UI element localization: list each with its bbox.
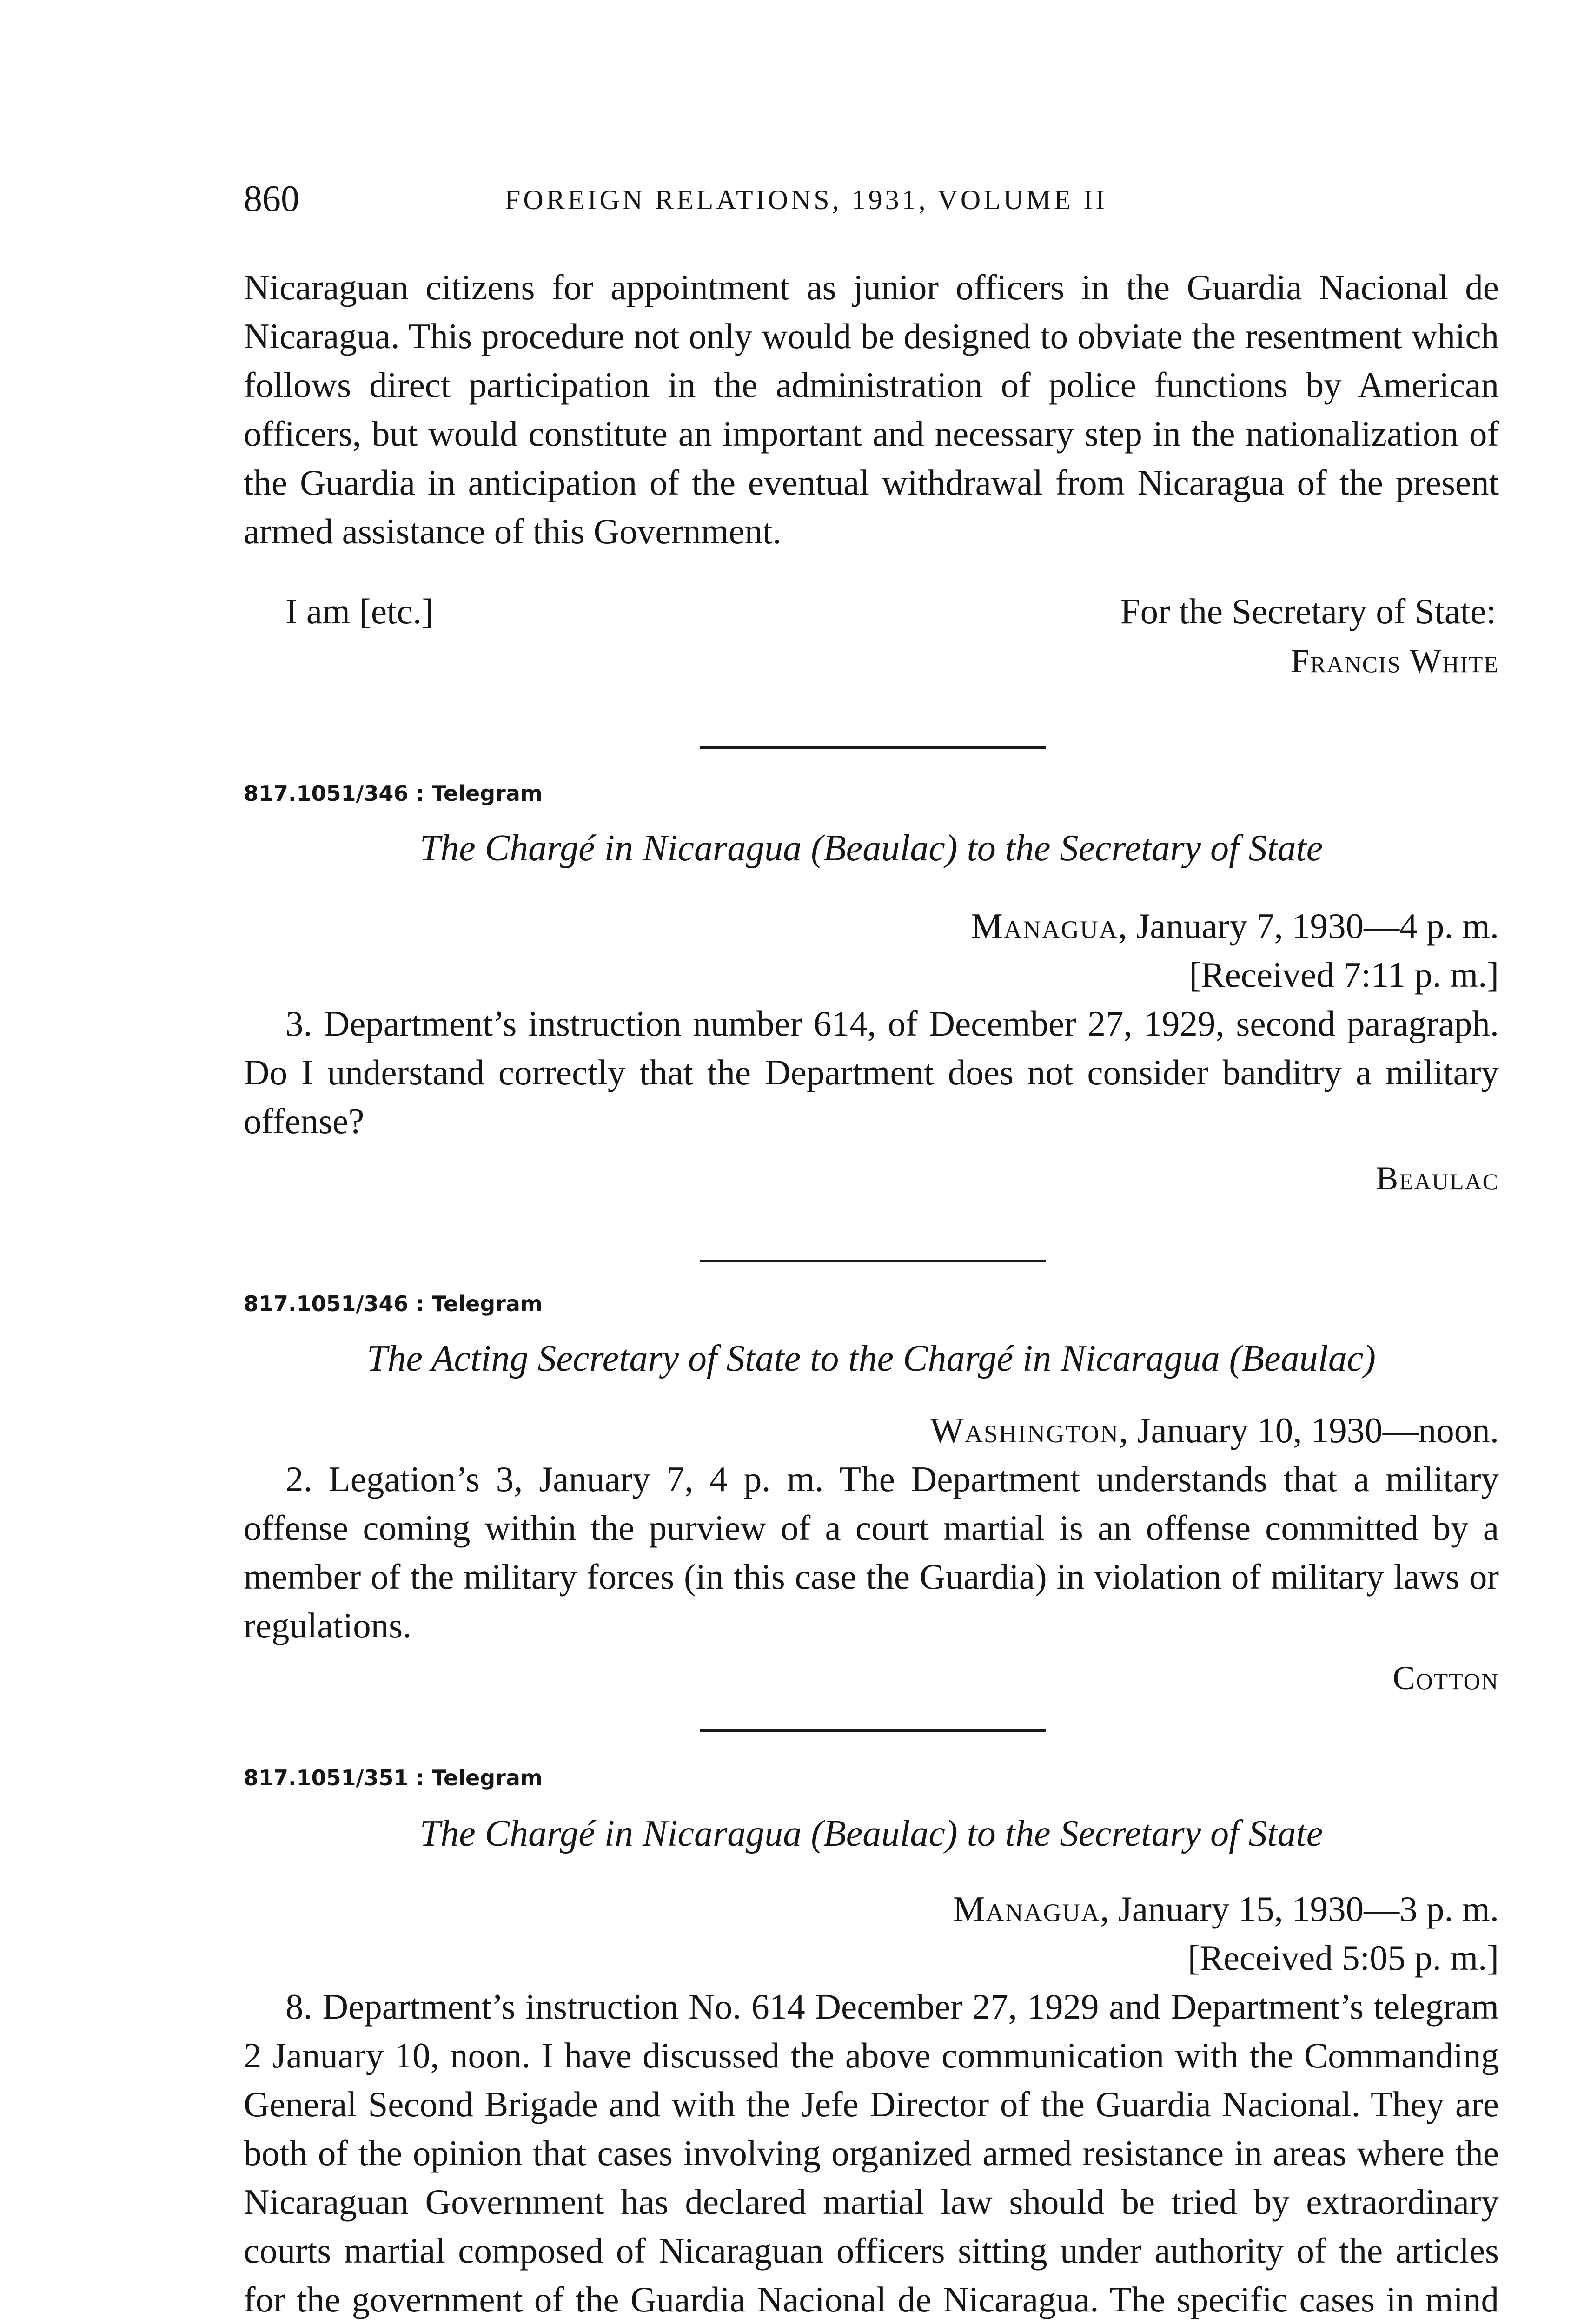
- continuation-paragraph: Nicaraguan citizens for appointment as junior officers in the Guardia Nacional de Nicaragua. This procedure not only would be designed to obviate the resentment which follows direct participation in the administration of police functions by American officers, but would constitute an important and necessary step in the nationalization of the Guardia in anticipation of the eventual withdrawal from Nicaragua of the present armed assistance of this Government.: [244, 267, 1499, 551]
- signature-cotton: Cotton: [1392, 1659, 1499, 1697]
- telegram-body: 2. Legation’s 3, January 7, 4 p. m. The Department understands that a military offense coming within the purview of a court martial is an offense committed by a member of the military forces (in this case the Guardia) in violation of military laws or regulations.: [244, 1459, 1499, 1645]
- running-head: FOREIGN RELATIONS, 1931, VOLUME II: [505, 185, 1108, 215]
- received-note: [Received 5:05 p. m.]: [1187, 1938, 1499, 1978]
- closing-row: [244, 587, 1499, 636]
- telegram-body: 8. Department’s instruction No. 614 December 27, 1929 and Department’s telegram 2 January 10, noon. I have discussed the above communication with the Commanding General Second Brigade and with the Jefe Director of the Guardia Nacional. They are both of the opinion that cases involving organized armed resistance in areas where the Nicaraguan Government has declared martial law should be tried by extraordinary courts martial composed of Nicaraguan officers sitting under authority of the articles for the government of the Guardia Nacional de Nicaragua. The specific cases in mind: [244, 1987, 1499, 2319]
- document-title: The Acting Secretary of State to the Chargé in Nicaragua (Beaulac): [367, 1338, 1376, 1379]
- dateline: [971, 902, 1499, 951]
- received-note: [Received 7:11 p. m.]: [1189, 955, 1499, 995]
- dateline-place: Managua: [953, 1889, 1100, 1929]
- signature-beaulac: Beaulac: [1376, 1160, 1499, 1197]
- file-reference: 817.1051/346 : Telegram: [244, 781, 543, 806]
- page-header: [244, 176, 1499, 222]
- page-number: 860: [244, 178, 299, 219]
- file-reference: 817.1051/351 : Telegram: [244, 1765, 543, 1790]
- dateline: [930, 1406, 1499, 1455]
- signature-francis-white: Francis White: [1291, 642, 1499, 680]
- dateline-date: , January 15, 1930—3 p. m.: [1100, 1889, 1499, 1929]
- closing-right: For the Secretary of State:: [1120, 591, 1496, 631]
- document-title: The Chargé in Nicaragua (Beaulac) to the Secretary of State: [419, 1813, 1323, 1854]
- dateline-date: , January 10, 1930—noon.: [1119, 1410, 1499, 1450]
- dateline-place: Managua: [971, 906, 1118, 946]
- dateline-date: , January 7, 1930—4 p. m.: [1118, 906, 1499, 946]
- dateline: [953, 1885, 1499, 1934]
- document-title: The Chargé in Nicaragua (Beaulac) to the Secretary of State: [419, 828, 1323, 869]
- dateline-place: Washington: [930, 1410, 1120, 1450]
- closing-left: I am [etc.]: [285, 591, 434, 631]
- file-reference: 817.1051/346 : Telegram: [244, 1291, 543, 1316]
- section-divider: [700, 1260, 1046, 1262]
- telegram-body: 3. Department’s instruction number 614, of December 27, 1929, second paragraph. Do I understand correctly that the Department does not consider banditry a military offense?: [244, 1004, 1499, 1141]
- section-divider: [700, 1729, 1046, 1732]
- section-divider: [700, 746, 1046, 749]
